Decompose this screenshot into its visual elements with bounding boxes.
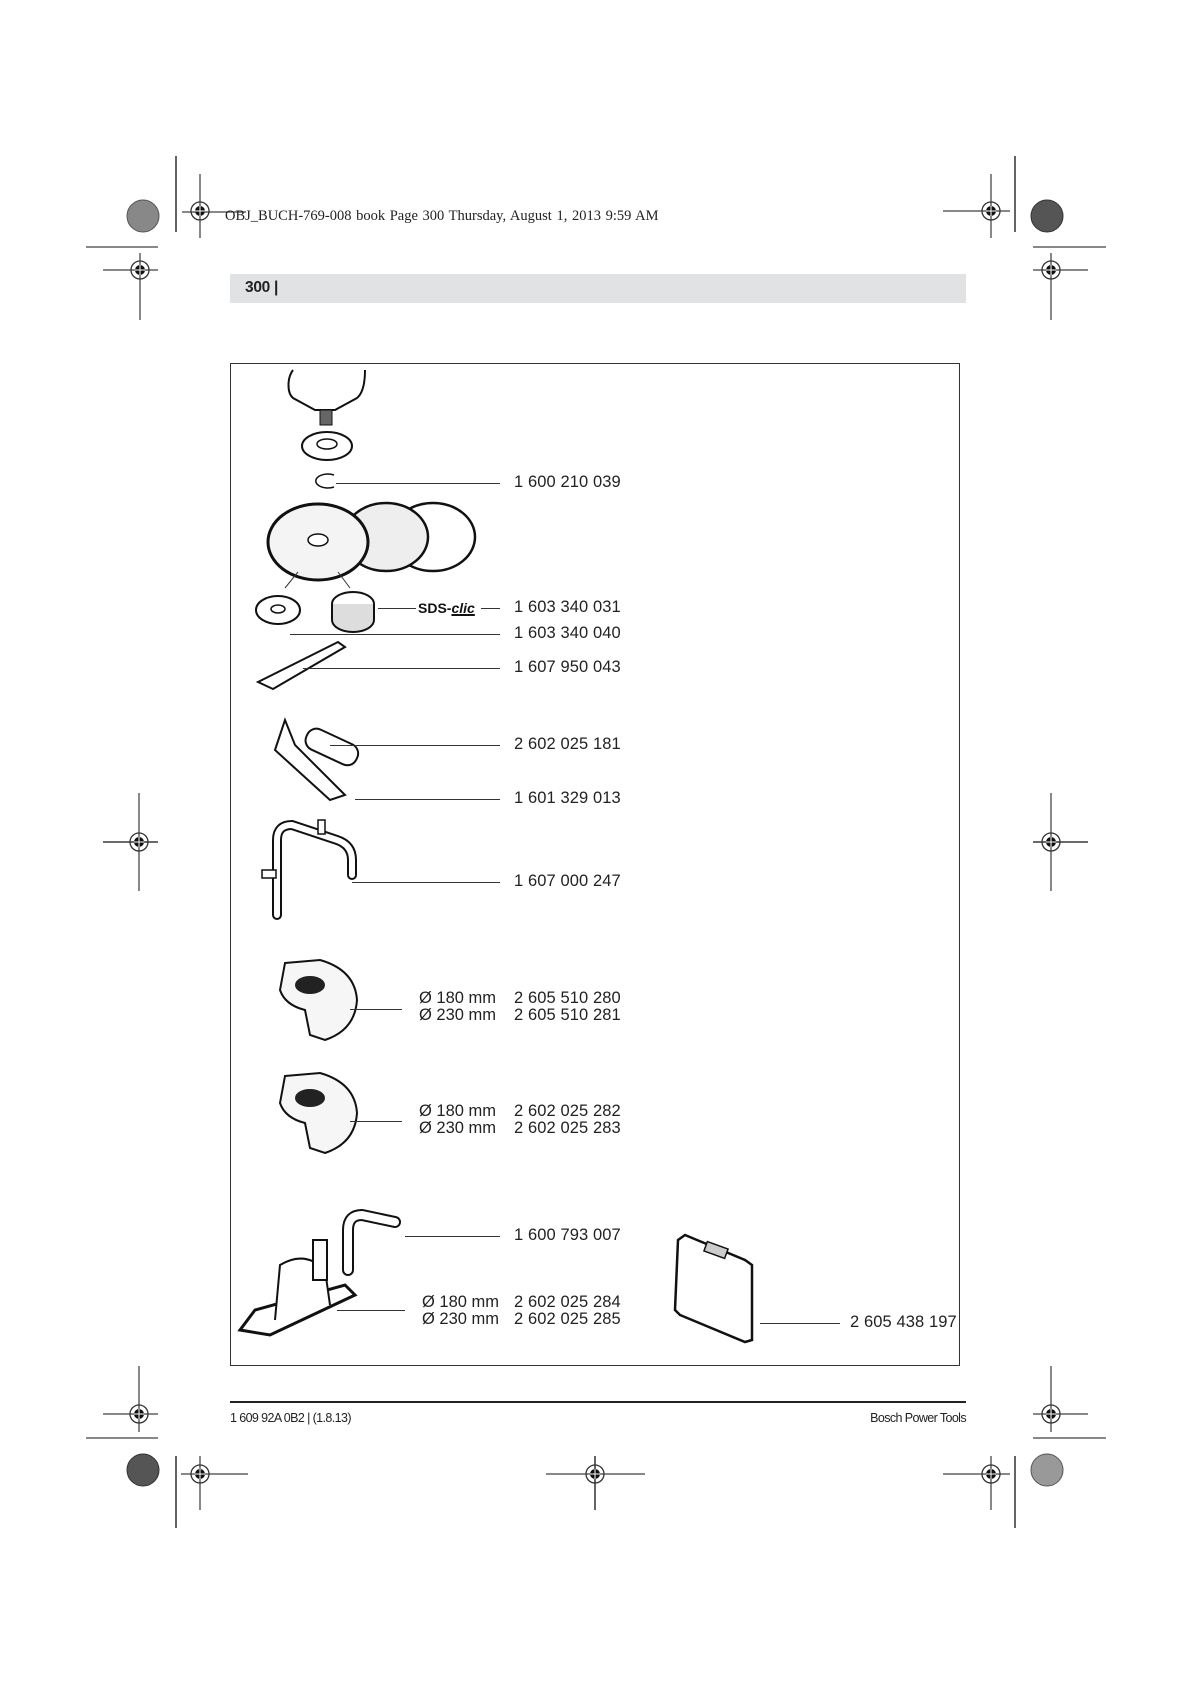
registration-wheel-icon xyxy=(1031,200,1063,232)
guard1-part-number-230: 2 605 510 281 xyxy=(514,1006,621,1024)
leader-line xyxy=(405,1236,500,1237)
registration-wheel-icon xyxy=(127,1454,159,1486)
clic-suffix: clic xyxy=(451,600,475,616)
clamping-nut-icon xyxy=(253,594,308,634)
angle-grinder-head-illustration xyxy=(285,368,385,428)
hood-part-number-180: 2 602 025 284 xyxy=(514,1293,621,1311)
protection-guard-illustration xyxy=(265,955,365,1045)
part-number-retaining-ring: 1 600 210 039 xyxy=(514,473,621,491)
auxiliary-handle-illustration xyxy=(270,715,380,805)
part-number-two-pin-spanner: 1 607 950 043 xyxy=(514,658,621,676)
part-number-sds-clic-nut: 1 603 340 031 xyxy=(514,598,621,616)
leader-line xyxy=(355,799,500,800)
registration-wheel-icon xyxy=(1031,1454,1063,1486)
part-number-handle-bracket: 1 601 329 013 xyxy=(514,789,621,807)
leader-line xyxy=(350,1121,402,1122)
guard1-diameter-230: Ø 230 mm xyxy=(419,1006,497,1024)
backing-flange-icon xyxy=(300,430,360,470)
leader-line xyxy=(350,1009,402,1010)
hood-diameter-180: Ø 180 mm xyxy=(422,1293,500,1311)
bow-handle-illustration xyxy=(262,820,372,920)
footer-rule xyxy=(230,1401,966,1403)
cutting-guard-illustration xyxy=(265,1068,365,1158)
leader-line xyxy=(481,608,500,609)
registration-wheel-icon xyxy=(127,200,159,232)
leader-line xyxy=(336,483,500,484)
footer-document-number: 1 609 92A 0B2 | (1.8.13) xyxy=(230,1411,351,1425)
leader-line xyxy=(337,1310,405,1311)
sds-clic-nut-icon xyxy=(329,590,379,635)
page-number: 300 | xyxy=(245,279,279,296)
guard2-diameter-180: Ø 180 mm xyxy=(419,1102,497,1120)
retaining-ring-icon xyxy=(310,472,340,492)
slug-line: OBJ_BUCH-769-008 book Page 300 Thursday, August 1, 2013 9:59 AM xyxy=(225,208,659,224)
part-number-bow-handle: 1 607 000 247 xyxy=(514,872,621,890)
part-number-clamping-nut: 1 603 340 040 xyxy=(514,624,621,642)
leader-line xyxy=(352,882,500,883)
guard2-diameter-230: Ø 230 mm xyxy=(419,1119,497,1137)
leader-line xyxy=(378,608,416,609)
leader-line xyxy=(760,1323,840,1324)
leader-line xyxy=(290,634,500,635)
guard2-part-number-230: 2 602 025 283 xyxy=(514,1119,621,1137)
page-header-band xyxy=(230,274,966,303)
carrying-case-icon xyxy=(670,1230,765,1345)
hood-diameter-230: Ø 230 mm xyxy=(422,1310,500,1328)
sds-clic-brand-label xyxy=(418,600,475,616)
leader-line xyxy=(330,745,500,746)
two-pin-spanner-icon xyxy=(253,637,353,692)
part-number-hose-adapter: 1 600 793 007 xyxy=(514,1226,621,1244)
leader-line xyxy=(303,668,500,669)
part-number-carrying-case: 2 605 438 197 xyxy=(850,1313,957,1331)
part-number-auxiliary-handle: 2 602 025 181 xyxy=(514,735,621,753)
hood-part-number-230: 2 602 025 285 xyxy=(514,1310,621,1328)
guard1-part-number-180: 2 605 510 280 xyxy=(514,989,621,1007)
guard1-diameter-180: Ø 180 mm xyxy=(419,989,497,1007)
extraction-hood-illustration xyxy=(235,1225,385,1345)
guard2-part-number-180: 2 602 025 282 xyxy=(514,1102,621,1120)
sds-prefix: SDS- xyxy=(418,600,452,616)
footer-brand: Bosch Power Tools xyxy=(870,1411,966,1425)
